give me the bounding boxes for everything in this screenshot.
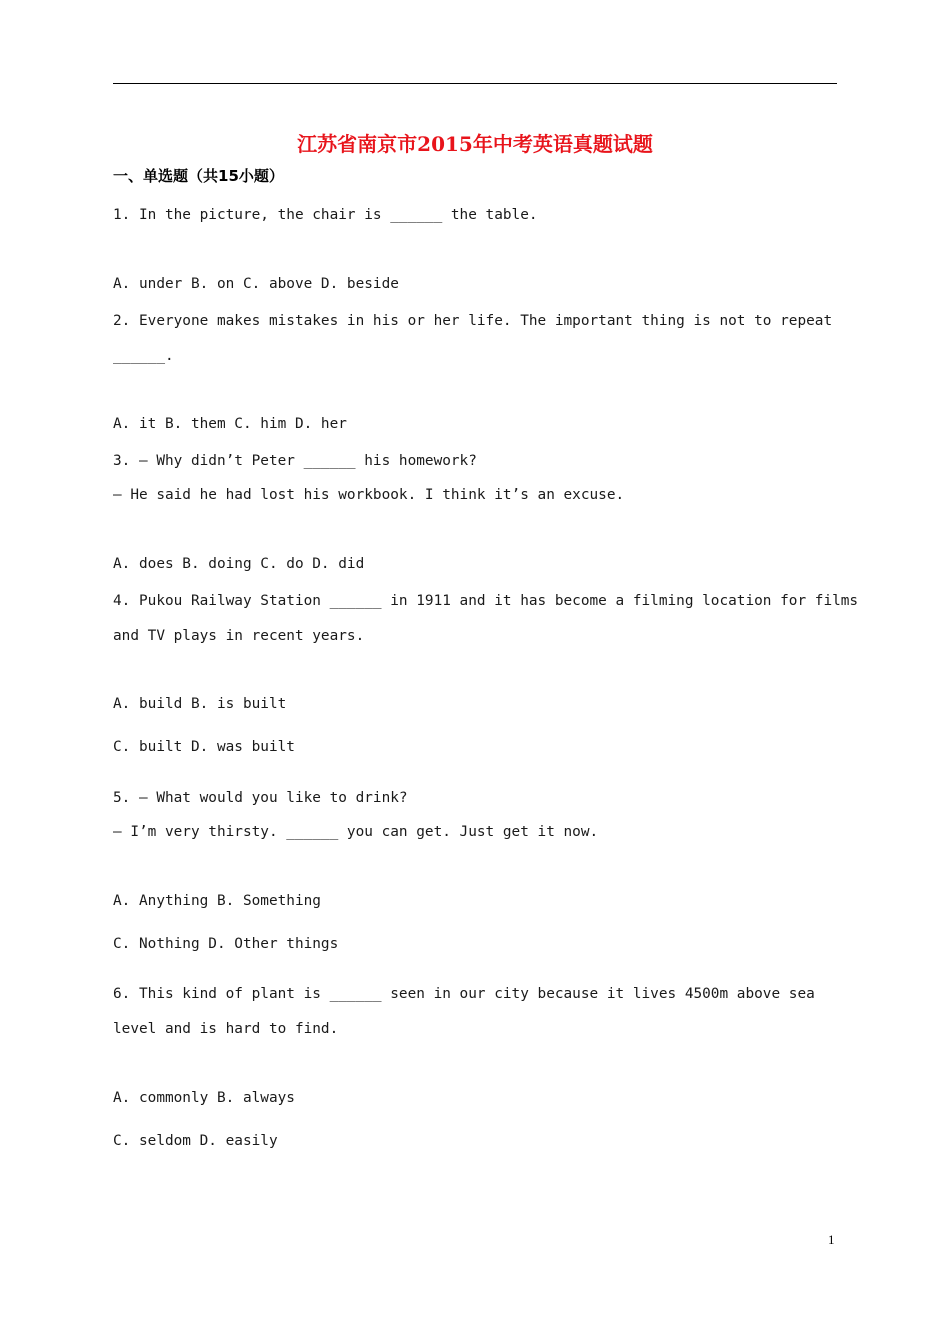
question-6: 6. This kind of plant is ______ seen in our city because it lives 4500m above sea bbox=[113, 986, 815, 1002]
question-6-continued: level and is hard to find. bbox=[113, 1021, 339, 1037]
question-6-options-cd: C. seldom D. easily bbox=[113, 1133, 278, 1149]
question-4-options-cd: C. built D. was built bbox=[113, 739, 295, 755]
question-2: 2. Everyone makes mistakes in his or her life. The important thing is not to repeat bbox=[113, 313, 833, 329]
question-5-options-ab: A. Anything B. Something bbox=[113, 893, 321, 909]
question-5-reply: — I’m very thirsty. ______ you can get. Just get it now. bbox=[113, 824, 599, 840]
page-title: 江苏省南京市2015年中考英语真题试题 bbox=[297, 132, 653, 156]
question-4-options-ab: A. build B. is built bbox=[113, 696, 287, 712]
question-4-continued: and TV plays in recent years. bbox=[113, 628, 365, 644]
question-6-options-ab: A. commonly B. always bbox=[113, 1090, 295, 1106]
question-3-reply: — He said he had lost his workbook. I think it’s an excuse. bbox=[113, 487, 625, 503]
question-1: 1. In the picture, the chair is ______ the table. bbox=[113, 207, 538, 223]
question-4: 4. Pukou Railway Station ______ in 1911 and it has become a filming location for films bbox=[113, 593, 859, 609]
question-3-options: A. does B. doing C. do D. did bbox=[113, 556, 365, 572]
question-1-options: A. under B. on C. above D. beside bbox=[113, 276, 399, 292]
question-2-options: A. it B. them C. him D. her bbox=[113, 416, 347, 432]
header-rule bbox=[113, 83, 837, 84]
section-heading: 一、单选题（共15小题） bbox=[113, 167, 284, 185]
page-number: 1 bbox=[828, 1232, 835, 1247]
question-5-options-cd: C. Nothing D. Other things bbox=[113, 936, 339, 952]
question-3: 3. — Why didn’t Peter ______ his homework? bbox=[113, 453, 477, 469]
question-5: 5. — What would you like to drink? bbox=[113, 790, 408, 806]
question-2-continued: ______. bbox=[113, 348, 174, 364]
